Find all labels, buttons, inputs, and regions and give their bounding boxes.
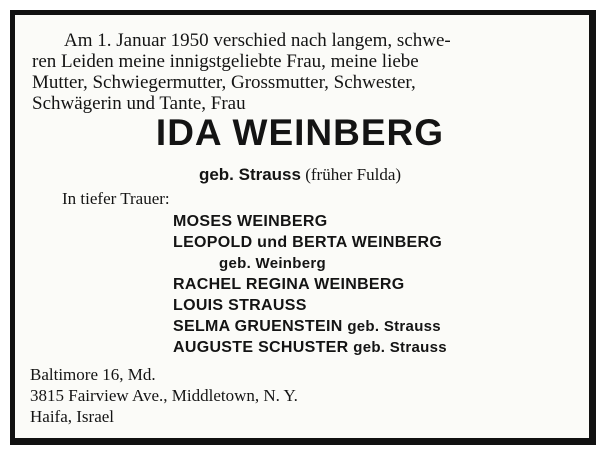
- mourner-entry: [173, 234, 442, 252]
- intro-line: Mutter, Schwiegermutter, Grossmutter, Schwester,: [32, 72, 416, 93]
- mourner-entry: [173, 276, 405, 294]
- intro-paragraph: [32, 30, 552, 114]
- mourner-suffix: geb. Weinberg: [219, 255, 326, 272]
- mourner-entry: [173, 213, 327, 231]
- mourner-name: RACHEL REGINA WEINBERG: [173, 276, 405, 293]
- mourner-suffix: geb. Strauss: [347, 318, 441, 335]
- mourning-label: In tiefer Trauer:: [62, 189, 170, 208]
- mourner-name: LOUIS STRAUSS: [173, 297, 307, 314]
- notice-shadow-bottom: [10, 438, 595, 442]
- address-block: [30, 364, 298, 427]
- mourner-name: AUGUSTE SCHUSTER: [173, 339, 349, 356]
- mourner-entry: [173, 339, 447, 357]
- mourner-name: SELMA GRUENSTEIN: [173, 318, 343, 335]
- intro-line: Schwägerin und Tante, Frau: [32, 93, 246, 114]
- intro-line: ren Leiden meine innigstgeliebte Frau, meine liebe: [32, 51, 419, 72]
- mourner-suffix: geb. Strauss: [353, 339, 447, 356]
- address-line: Haifa, Israel: [30, 407, 115, 426]
- maiden-prefix: geb. Strauss: [198, 165, 301, 184]
- address-line: 3815 Fairview Ave., Middletown, N. Y.: [30, 386, 298, 405]
- notice-shadow-right: [589, 14, 595, 442]
- mourner-name: LEOPOLD und BERTA WEINBERG: [173, 234, 443, 251]
- address-line: Baltimore 16, Md.: [30, 365, 156, 384]
- maiden-note: (früher Fulda): [305, 165, 402, 184]
- intro-line: Am 1. Januar 1950 verschied nach langem, schwe-: [64, 30, 451, 51]
- mourner-entry: [219, 255, 326, 273]
- mourner-name: MOSES WEINBERG: [173, 213, 328, 230]
- mourner-entry: [173, 297, 307, 315]
- maiden-name-line: [150, 165, 450, 185]
- deceased-name: IDA WEINBERG: [155, 112, 445, 153]
- mourner-entry: [173, 318, 441, 336]
